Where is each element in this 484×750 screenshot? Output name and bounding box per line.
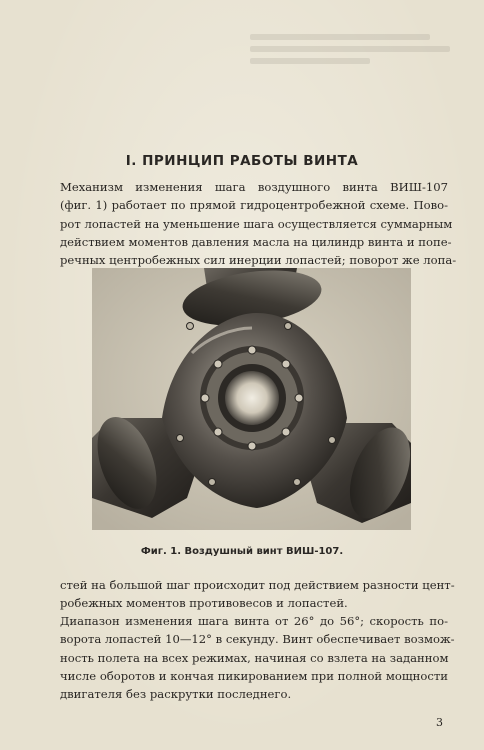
- propeller-hub-photo: [92, 268, 411, 530]
- text-line: ность полета на всех режимах, начиная со взлета на заданном: [60, 650, 449, 665]
- page-number: 3: [436, 716, 443, 729]
- text-line: стей на большой шаг происходит под действием разности цент-: [60, 578, 455, 592]
- figure-caption: Фиг. 1. Воздушный винт ВИШ-107.: [140, 546, 344, 557]
- bleed-through-shadow: [250, 28, 450, 88]
- propeller-hub-illustration: [92, 268, 411, 530]
- paragraph-range: [60, 612, 455, 703]
- paragraph-continuation: [60, 576, 455, 613]
- text-line: действием моментов давления масла на цилиндр винта и попе-: [60, 234, 452, 249]
- text-line: Механизм изменения шага воздушного винта ВИШ-107: [60, 180, 448, 194]
- text-line: речных центробежных сил инерции лопастей; поворот же лопа-: [60, 253, 457, 268]
- paragraph-intro: [60, 178, 457, 269]
- text-line: робежных моментов противовесов и лопастей.: [60, 596, 348, 611]
- text-line: (фиг. 1) работает по прямой гидроцентробежной схеме. Пово-: [60, 198, 448, 213]
- text-line: числе оборотов и кончая пикированием при полной мощности: [60, 668, 448, 683]
- section-heading: I. ПРИНЦИП РАБОТЫ ВИНТА: [125, 153, 359, 169]
- text-line: ворота лопастей 10—12° в секунду. Винт обеспечивает возмож-: [60, 632, 455, 647]
- text-line: Диапазон изменения шага винта от 26° до 56°; скорость по-: [60, 614, 448, 628]
- text-line: двигателя без раскрутки последнего.: [60, 687, 292, 702]
- text-line: рот лопастей на уменьшение шага осуществляется суммарным: [60, 216, 453, 231]
